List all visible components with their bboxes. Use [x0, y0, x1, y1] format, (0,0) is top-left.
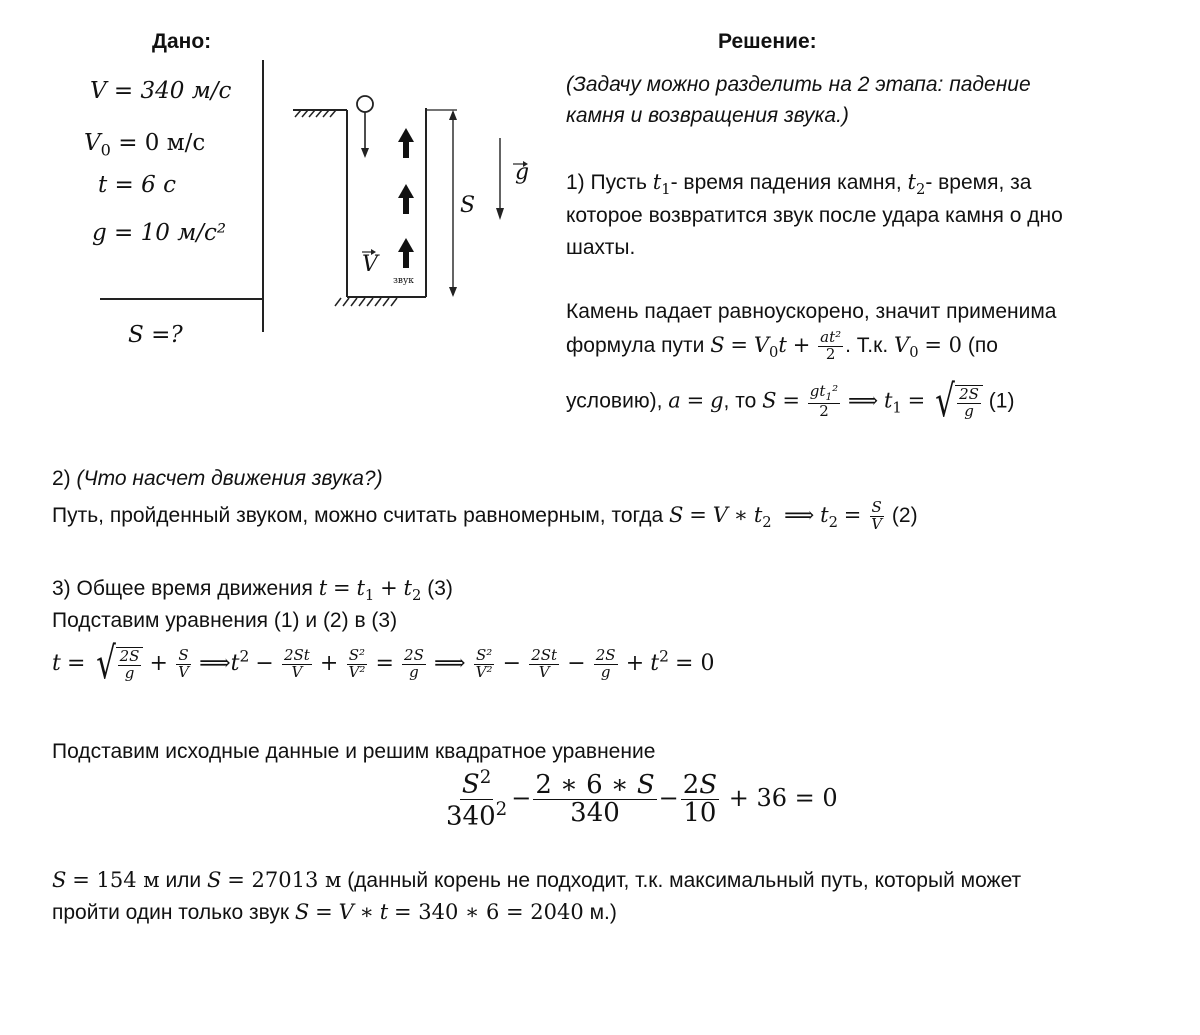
given-heading: Дано:: [152, 30, 212, 53]
sound-arrow-icon: [403, 140, 409, 158]
solution-heading: Решение:: [718, 30, 817, 53]
solution-intro-line1: (Задачу можно разделить на 2 этапа: падение: [566, 73, 1031, 96]
fall-line3: условию), a = g, то S = $\frac{gt_1^2}{2}$ ⟹ $t_1$ = √ $\frac{2S}{g}$ (1): [566, 376, 1015, 427]
given-v0: $V_0 = 0$ м/с: [84, 130, 206, 160]
fall-line2: формула пути $S = V_0t$ + $\frac{\text{at²}}{2}$ . Т.к. $V_0 = 0$ (по: [566, 328, 998, 363]
quadratic-equation: $\frac{S^2}{340^2}$ − $\frac{2 ∗ 6 ∗ S}{340}$ − $\frac{2S}{10}$ + 36 = 0: [446, 767, 838, 832]
solve-quadratic-line: Подставим исходные данные и решим квадратное уравнение: [52, 740, 656, 763]
stone-icon: [357, 96, 373, 112]
step1-line1: 1) Пусть $t_1-$ время падения камня, $t_2-$ время, за: [566, 170, 1032, 199]
combined-equation: t = √ $\frac{2S}{g}$ + $\frac{S}{V}$ $⟹t^2$ − $\frac{2St}{V}$ + $\frac{\text{S²}}{\text{V²}}$ = $\frac{2S}{g}$ ⟹ $\frac{\text{S²}}{\text{V²}}$ − $\frac{2St}{V}$ − $\frac{2S}{g}$ + $t^2 = 0$: [52, 638, 715, 689]
given-speed-sound: V = 340 м/с: [90, 78, 232, 104]
given-divider-horizontal: [100, 298, 263, 300]
diagram-v-label: V: [362, 252, 378, 277]
given-time: t = 6 с: [98, 172, 176, 198]
step2-heading: 2) (Что насчет движения звука?): [52, 467, 383, 490]
solution-intro-line2: камня и возвращения звука.): [566, 104, 849, 127]
answer-line1: S = 154 м или S = 27013 м (данный корень не подходит, т.к. максимальный путь, который может: [52, 868, 1022, 892]
given-find: S =?: [128, 322, 183, 348]
given-gravity: g = 10 м/с²: [92, 220, 227, 246]
fall-line1: Камень падает равноускорено, значит применима: [566, 300, 1057, 323]
step2-line: Путь, пройденный звуком, можно считать равномерным, тогда S = V ∗ $t_2$ ⟹ $t_2$ = $\frac{S}{V}$ (2): [52, 498, 918, 533]
step1-line3: шахты.: [566, 236, 636, 259]
step3-line: 3) Общее время движения $t = t_1 + t_2$ (3): [52, 576, 453, 605]
diagram-sound-label: звук: [393, 276, 414, 286]
given-divider-vertical: [262, 60, 264, 332]
answer-line2: пройти один только звук S = V ∗ t = 340 ∗ 6 = 2040 м.): [52, 900, 617, 924]
diagram-g-label: g: [515, 160, 530, 185]
diagram-s-label: S: [460, 193, 476, 218]
substitute-line: Подставим уравнения (1) и (2) в (3): [52, 609, 398, 632]
mine-shaft-diagram: [285, 90, 545, 315]
step1-line2: которое возвратится звук после удара камня о дно: [566, 204, 1063, 227]
